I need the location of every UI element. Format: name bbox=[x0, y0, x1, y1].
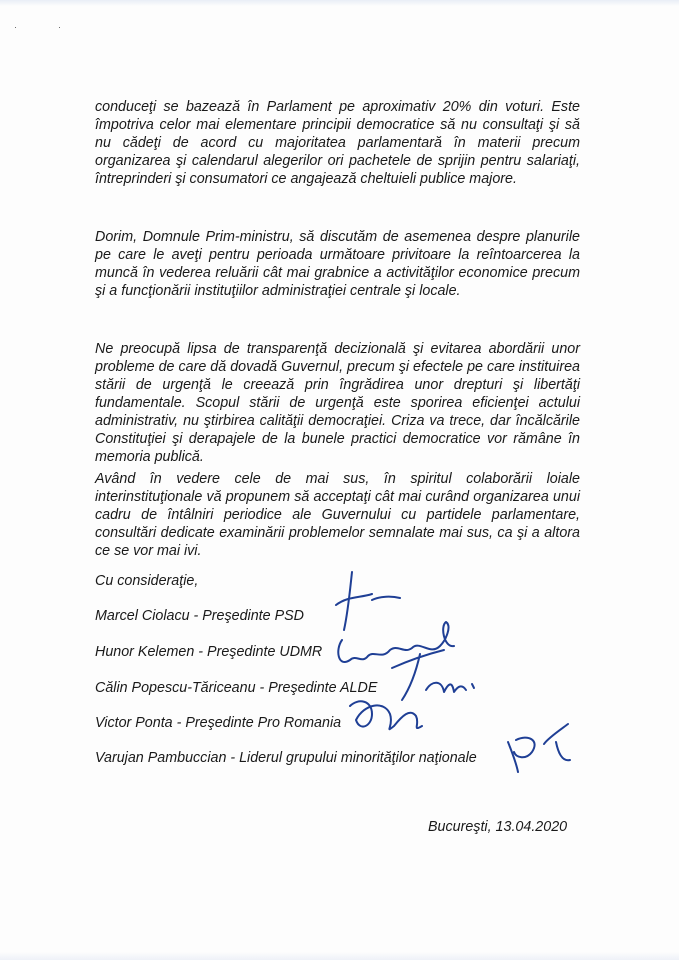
signatory-1: Marcel Ciolacu - Preşedinte PSD bbox=[95, 608, 304, 624]
signatory-2: Hunor Kelemen - Preşedinte UDMR bbox=[95, 644, 323, 660]
signatory-5: Varujan Pambuccian - Liderul grupului minorităţilor naţionale bbox=[95, 750, 477, 766]
place-and-date: Bucureşti, 13.04.2020 bbox=[428, 819, 568, 835]
scan-speck: · bbox=[58, 22, 61, 32]
paragraph-1: conduceţi se bazează în Parlament pe aproximativ 20% din voturi. Este împotriva celor mai elementare principii democratice să nu consultaţi şi să nu cădeţi de acord cu majoritatea parlamentară în materii precum organizarea şi calendarul alegerilor ori pachetele de sprijin pentru salariaţi, întreprinderi şi consumatori ce angajează cheltuieli publice majore. bbox=[95, 99, 580, 187]
scan-edge-top bbox=[0, 0, 679, 6]
signature-tariceanu bbox=[392, 650, 474, 700]
scan-edge-bottom bbox=[0, 952, 679, 960]
signature-ponta bbox=[350, 701, 422, 729]
paragraph-2: Dorim, Domnule Prim-ministru, să discutăm de asemenea despre planurile pe care le aveţi pentru perioada următoare privitoare la reîntoarcerea la muncă în vederea reluării cât mai grabnice a activităţilor economice precum şi a funcţionării instituţiilor administraţiei centrale şi locale. bbox=[95, 229, 580, 299]
scan-speck: · bbox=[14, 22, 17, 32]
closing-salutation: Cu consideraţie, bbox=[95, 573, 199, 589]
signature-kelemen bbox=[338, 622, 454, 662]
paragraph-3: Ne preocupă lipsa de transparenţă decizională şi evitarea abordării unor probleme de care dă dovadă Guvernul, precum şi efectele pe care instituirea stării de urgenţă le creează prin îngrădirea unor drepturi şi libertăţi fundamentale. Scopul stării de urgenţă este sporirea eficienţei actului administrativ, nu ştirbirea calităţii democraţiei. Criza va trece, dar încălcările Constituţiei şi derapajele de la bunele practici democratice vor rămâne în memoria publică. bbox=[95, 341, 580, 465]
signatory-4: Victor Ponta - Preşedinte Pro Romania bbox=[95, 715, 342, 731]
signatory-3: Călin Popescu-Tăriceanu - Preşedinte ALDE bbox=[95, 680, 378, 696]
signature-pambuccian bbox=[508, 724, 570, 772]
signature-ciolacu bbox=[336, 572, 400, 630]
paragraph-4: Având în vedere cele de mai sus, în spiritul colaborării loiale interinstituţionale vă propunem să acceptaţi cât mai curând organizarea unui cadru de întâlniri periodice ale Guvernului cu partidele parlamentare, consultări dedicate examinării problemelor semnalate mai sus, ca şi a altora ce se vor mai ivi. bbox=[95, 471, 580, 559]
